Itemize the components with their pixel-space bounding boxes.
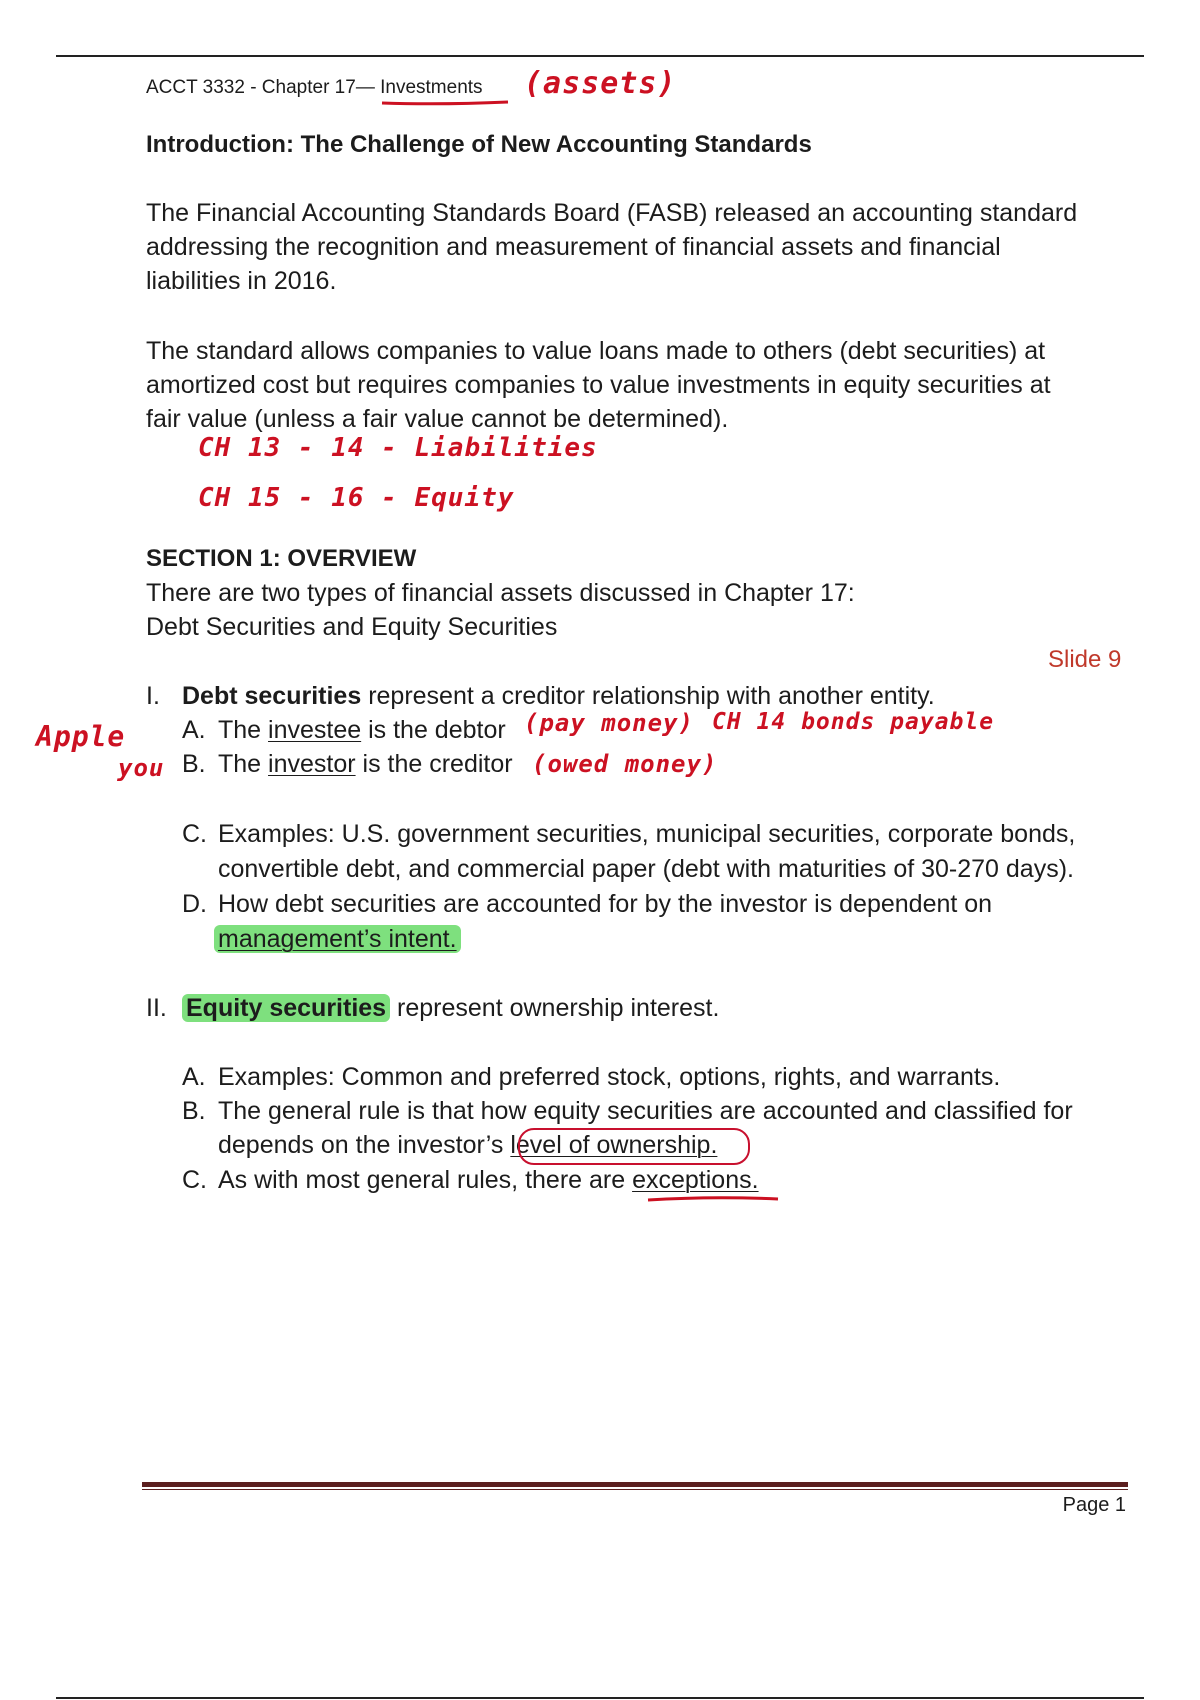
debt-c-letter: C.: [182, 820, 207, 848]
margin-note-apple: Apple: [36, 720, 126, 753]
margin-note-you: you: [118, 754, 165, 782]
intro-para2-line1: The standard allows companies to value loans made to others (debt securities) at: [146, 337, 1046, 365]
handnote-bonds-payable: CH 14 bonds payable: [712, 709, 995, 735]
debt-b-letter: B.: [182, 750, 206, 778]
debt-item: [146, 680, 935, 712]
debt-term: Debt securities: [182, 682, 362, 710]
header-course: ACCT 3332 - Chapter 17—: [146, 77, 381, 98]
debt-sub-d-line1: [182, 888, 992, 920]
equity-c-letter: C.: [182, 1166, 207, 1194]
debt-b-post: is the creditor: [355, 750, 513, 778]
footer-rule: [142, 1482, 1128, 1487]
section1-title: SECTION 1: OVERVIEW: [146, 545, 417, 572]
debt-numeral: I.: [146, 682, 160, 710]
intro-para2-line3: fair value (unless a fair value cannot be determined).: [146, 405, 729, 433]
equity-term: Equity securities: [182, 994, 390, 1022]
intro-para1-line1: The Financial Accounting Standards Board (FASB) released an accounting standard: [146, 199, 1078, 227]
equity-sub-b-line1: [182, 1095, 1073, 1127]
intro-title: Introduction: The Challenge of New Accounting Standards: [146, 131, 812, 158]
equity-item: [146, 992, 719, 1024]
equity-b-text1: The general rule is that how equity securities are accounted and classified for: [218, 1097, 1073, 1125]
section1-line2: Debt Securities and Equity Securities: [146, 613, 558, 641]
handnote-owed-money: (owed money): [532, 750, 718, 778]
debt-d-text1: How debt securities are accounted for by the investor is dependent on: [218, 890, 993, 918]
page-number: Page 1: [1062, 1494, 1126, 1516]
level-of-ownership: level of ownership.: [510, 1131, 718, 1159]
intro-para2-line2: amortized cost but requires companies to value investments in equity securities at: [146, 371, 1051, 399]
exceptions-word: exceptions.: [632, 1166, 759, 1194]
intro-para1-line3: liabilities in 2016.: [146, 267, 337, 295]
handnote-pay-money: (pay money): [524, 709, 694, 737]
handnote-equity: CH 15 - 16 - Equity: [198, 483, 515, 513]
equity-sub-a: [182, 1061, 1000, 1093]
equity-b-pre: depends on the investor’s: [218, 1131, 511, 1159]
debt-rest: represent a creditor relationship with another entity.: [361, 682, 935, 710]
ownership-circle-annotation: [518, 1128, 750, 1165]
debt-c-text1: Examples: U.S. government securities, municipal securities, corporate bonds,: [218, 820, 1076, 848]
section1-line1: There are two types of financial assets discussed in Chapter 17:: [146, 579, 855, 607]
debt-a-letter: A.: [182, 716, 206, 744]
equity-rest: represent ownership interest.: [390, 994, 720, 1022]
handnote-assets: (assets): [524, 66, 677, 101]
debt-sub-a: [182, 714, 506, 746]
equity-b-letter: B.: [182, 1097, 206, 1125]
slide-label: Slide 9: [1048, 646, 1122, 673]
bottom-rule: [56, 1697, 1144, 1699]
debt-b-pre: The: [218, 750, 269, 778]
top-rule: [56, 55, 1144, 57]
header-topic: Investments: [380, 77, 483, 98]
equity-a-letter: A.: [182, 1063, 206, 1091]
equity-a-text: Examples: Common and preferred stock, options, rights, and warrants.: [218, 1063, 1001, 1091]
debt-a-word: investee: [268, 716, 362, 744]
management-intent-highlight: management’s intent.: [214, 925, 461, 953]
equity-sub-c: [182, 1164, 759, 1196]
debt-d-letter: D.: [182, 890, 207, 918]
debt-sub-d-line2: [214, 923, 461, 955]
topic-underline-annotation: [380, 99, 510, 107]
debt-b-word: investor: [268, 750, 356, 778]
debt-a-pre: The: [218, 716, 269, 744]
exceptions-underline-annotation: [646, 1194, 780, 1204]
debt-sub-c-line1: [182, 818, 1075, 850]
handnote-liabilities: CH 13 - 14 - Liabilities: [198, 433, 598, 463]
footer-rule-thin: [142, 1489, 1128, 1490]
debt-sub-c-line2: convertible debt, and commercial paper (debt with maturities of 30-270 days).: [218, 855, 1074, 883]
intro-para1-line2: addressing the recognition and measurement of financial assets and financial: [146, 233, 1001, 261]
equity-numeral: II.: [146, 994, 167, 1022]
equity-c-pre: As with most general rules, there are: [218, 1166, 633, 1194]
debt-sub-b: [182, 748, 513, 780]
debt-a-post: is the debtor: [361, 716, 506, 744]
